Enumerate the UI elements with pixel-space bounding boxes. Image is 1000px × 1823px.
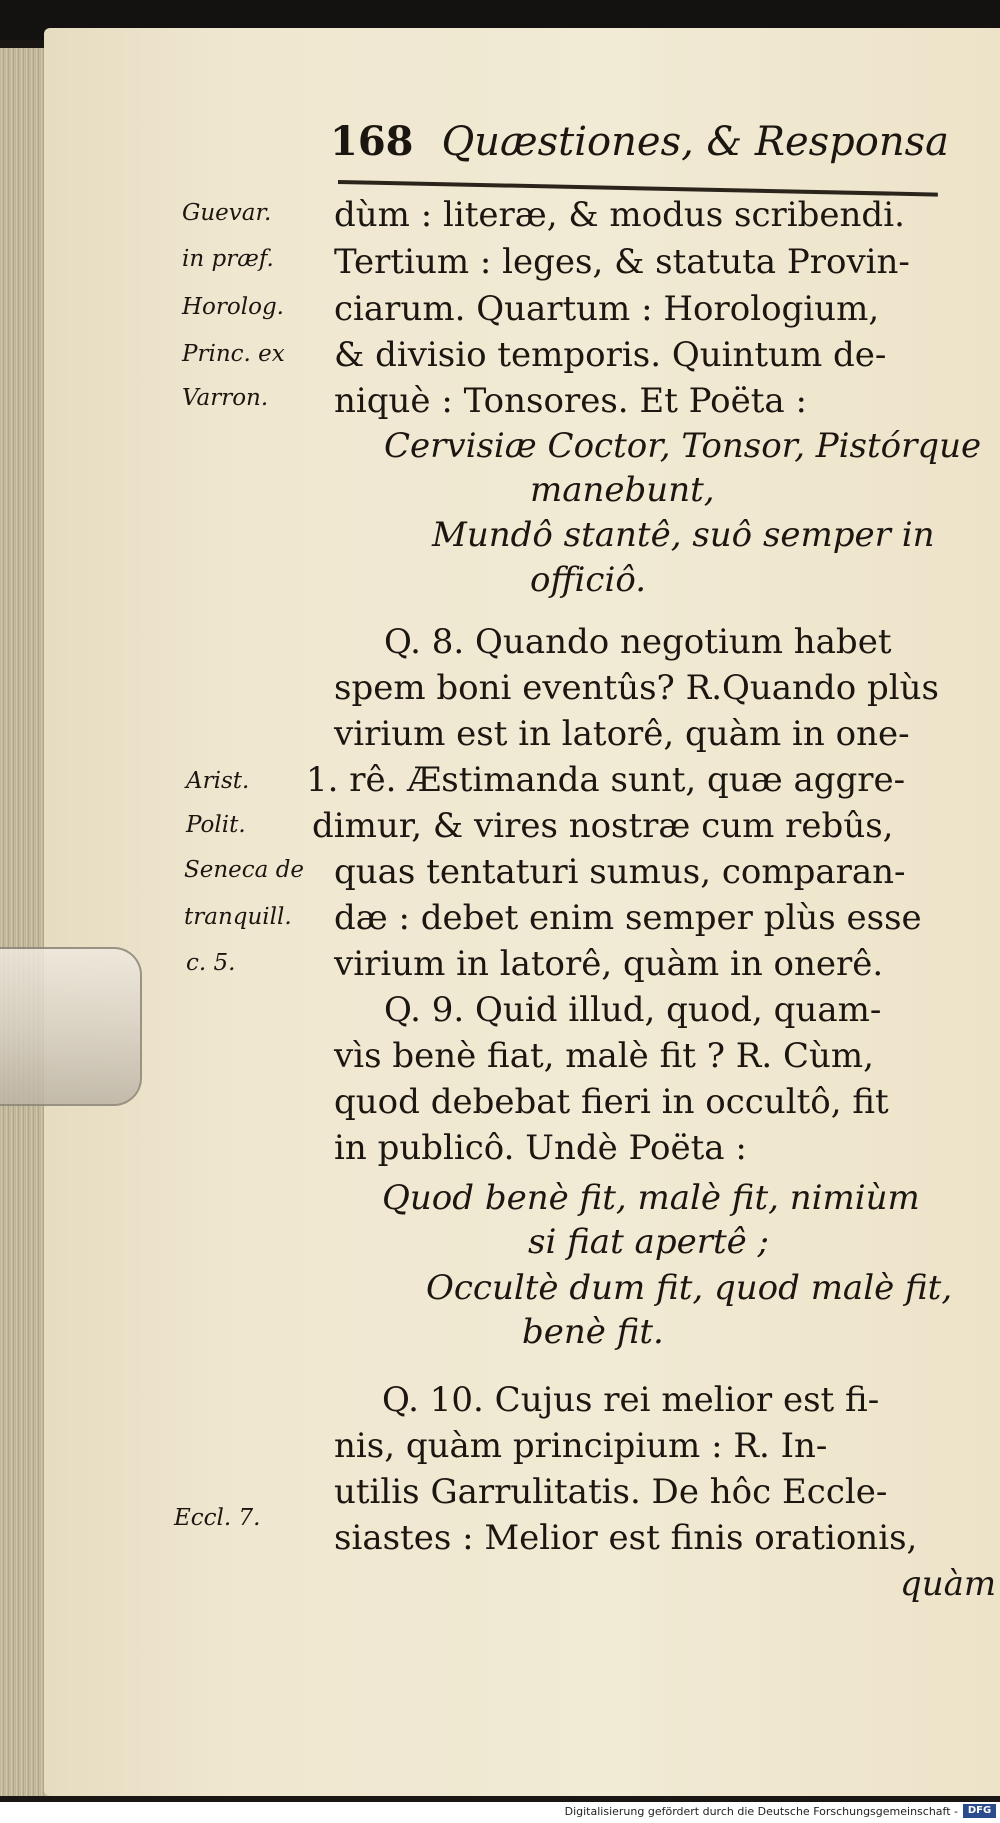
page-clip <box>0 947 142 1106</box>
margin-note: Guevar. <box>182 200 272 226</box>
dfg-logo: DFG <box>963 1804 996 1818</box>
text-line: in publicô. Undè Poëta : <box>334 1128 747 1168</box>
margin-note: Horolog. <box>182 294 284 320</box>
text-line: siastes : Melior est finis orationis, <box>334 1518 918 1558</box>
text-line: niquè : Tonsores. Et Poëta : <box>334 381 807 421</box>
verse-line: officiô. <box>530 560 647 600</box>
text-line: Q. 10. Cujus rei melior est fi- <box>382 1380 880 1420</box>
text-line: quod debebat fieri in occultô, fit <box>334 1082 889 1122</box>
text-line: ciarum. Quartum : Horologium, <box>334 289 880 329</box>
margin-note: Varron. <box>182 385 269 411</box>
text-line: virium est in latorê, quàm in one- <box>334 714 910 754</box>
verse-line: si fiat apertê ; <box>528 1222 770 1262</box>
text-line: dùm : literæ, & modus scribendi. <box>334 195 905 235</box>
text-line: 1. rê. Æstimanda sunt, quæ aggre- <box>306 760 906 800</box>
text-line: quas tentaturi sumus, comparan- <box>334 852 906 892</box>
funding-credit: Digitalisierung gefördert durch die Deutsche Forschungsgemeinschaft - <box>564 1805 958 1818</box>
text-line: vìs benè fiat, malè fit ? R. Cùm, <box>334 1036 874 1076</box>
margin-note: Polit. <box>186 812 246 838</box>
margin-note: tranquill. <box>184 904 292 930</box>
verse-line: benè fit. <box>522 1312 664 1352</box>
text-line: Tertium : leges, & statuta Provin- <box>334 242 910 282</box>
margin-note: in præf. <box>182 246 274 272</box>
margin-note: Eccl. 7. <box>174 1505 261 1531</box>
text-line: nis, quàm principium : R. In- <box>334 1426 828 1466</box>
text-line: & divisio temporis. Quintum de- <box>334 335 887 375</box>
margin-note: Princ. ex <box>182 341 285 367</box>
catchword: quàm <box>900 1564 997 1604</box>
verse-line: Mundô stantê, suô semper in <box>432 515 935 555</box>
verse-line: manebunt, <box>530 470 715 510</box>
text-line: utilis Garrulitatis. De hôc Eccle- <box>334 1472 888 1512</box>
text-line: Q. 8. Quando negotium habet <box>384 622 892 662</box>
running-title: Quæstiones, & Responsa <box>441 119 949 165</box>
text-line: dæ : debet enim semper plùs esse <box>334 898 922 938</box>
text-line: Q. 9. Quid illud, quod, quam- <box>384 990 882 1030</box>
running-header <box>330 118 949 165</box>
margin-note: Arist. <box>186 768 250 794</box>
page-number: 168 <box>330 118 414 165</box>
margin-note: c. 5. <box>186 950 236 976</box>
text-line: spem boni eventûs? R.Quando plùs <box>334 668 939 708</box>
verse-line: Cervisiæ Coctor, Tonsor, Pistórque <box>384 426 982 466</box>
page-edges <box>0 48 50 1796</box>
verse-line: Quod benè fit, malè fit, nimiùm <box>382 1178 920 1218</box>
text-line: virium in latorê, quàm in onerê. <box>334 944 884 984</box>
verse-line: Occultè dum fit, quod malè fit, <box>426 1268 953 1308</box>
text-line: dimur, & vires nostræ cum rebûs, <box>312 806 894 846</box>
margin-note: Seneca de <box>184 857 305 883</box>
